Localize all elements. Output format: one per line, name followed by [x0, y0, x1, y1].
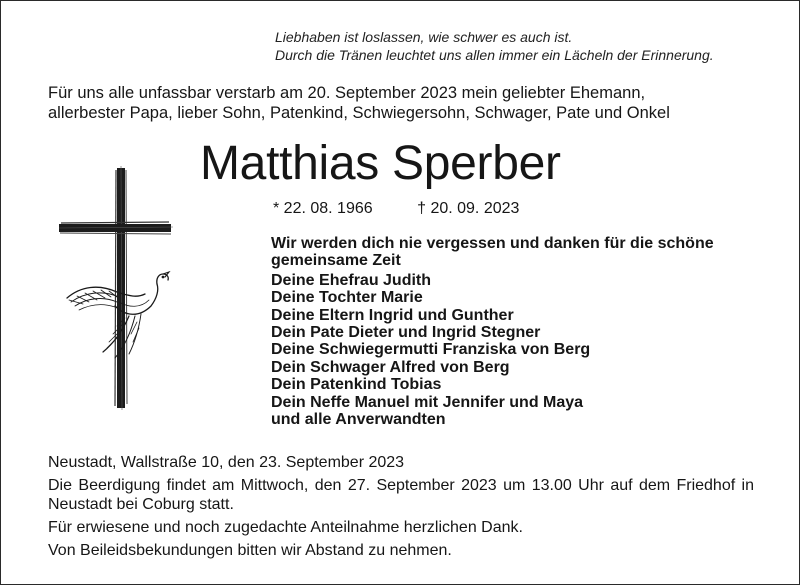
memorial-quote	[275, 28, 714, 64]
life-dates	[273, 199, 519, 219]
birth-date: * 22. 08. 1966	[273, 200, 373, 217]
mourner-line: Dein Schwager Alfred von Berg	[271, 358, 510, 376]
quote-line: Durch die Tränen leuchtet uns allen immer ein Lächeln der Erinnerung.	[275, 47, 714, 63]
death-date: † 20. 09. 2023	[417, 200, 520, 217]
mourner-line: Deine Schwiegermutti Franziska von Berg	[271, 341, 591, 359]
mourner-line: Dein Patenkind Tobias	[271, 376, 442, 394]
mourner-line: Dein Pate Dieter und Ingrid Stegner	[271, 324, 541, 342]
thanks-text: Für erwiesene und noch zugedachte Anteilnahme herzlichen Dank.	[48, 519, 523, 536]
funeral-info: Die Beerdigung findet am Mittwoch, den 27. September 2023 um 13.00 Uhr auf dem Friedhof in Neustadt bei Coburg statt.	[48, 477, 754, 513]
intro-line: allerbester Papa, lieber Sohn, Patenkind, Schwiegersohn, Schwager, Pate und Onkel	[48, 104, 670, 122]
mourner-line: Dein Neffe Manuel mit Jennifer und Maya	[271, 393, 584, 411]
place-and-date: Neustadt, Wallstraße 10, den 23. September 2023	[48, 454, 405, 471]
mourners-block	[271, 235, 771, 428]
mourner-line: und alle Anverwandten	[271, 411, 446, 429]
cross-icon	[59, 166, 173, 410]
condolence-note: Von Beileidsbekundungen bitten wir Abstand zu nehmen.	[48, 542, 452, 559]
mourner-line: Deine Eltern Ingrid und Gunther	[271, 306, 514, 324]
cross-and-dove-emblem	[59, 166, 174, 411]
notice-footer	[48, 453, 754, 560]
quote-line: Liebhaben ist loslassen, wie schwer es auch ist.	[275, 29, 573, 45]
mourner-line: Deine Ehefrau Judith	[271, 271, 432, 289]
intro-line: Für uns alle unfassbar verstarb am 20. September 2023 mein geliebter Ehemann,	[48, 84, 646, 102]
deceased-name: Matthias Sperber	[200, 137, 561, 190]
intro-text	[48, 83, 670, 123]
mourner-line: Deine Tochter Marie	[271, 289, 423, 307]
memorial-motto: Wir werden dich nie vergessen und danken für die schöne gemeinsame Zeit	[271, 235, 714, 270]
